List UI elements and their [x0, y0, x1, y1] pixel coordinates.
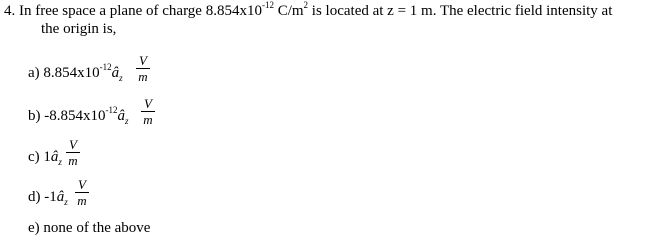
option-value: 8.854x10 [43, 65, 100, 81]
option-value: -1 [44, 189, 57, 205]
exponent: -12 [261, 0, 274, 10]
option-label: a) [28, 65, 40, 81]
question-stem-line2: the origin is, [41, 21, 117, 37]
option-d[interactable] [28, 189, 68, 207]
fraction-v-over-m [141, 97, 155, 126]
option-a[interactable] [28, 62, 123, 83]
fraction-v-over-m [75, 178, 89, 207]
fraction-v-over-m [66, 138, 80, 167]
question-text-part: C/m [273, 3, 304, 19]
fraction-denominator: m [143, 112, 153, 127]
fraction-numerator: V [69, 137, 77, 152]
question-stem-line1 [4, 0, 613, 20]
unit-vector-subscript: z [119, 73, 123, 83]
option-label: b) [28, 108, 41, 124]
fraction-denominator: m [68, 153, 78, 168]
fraction-numerator: V [144, 96, 152, 111]
option-label: c) [28, 149, 40, 165]
fraction-denominator: m [77, 193, 87, 208]
question-number: 4. [4, 3, 16, 19]
unit-vector-subscript: z [58, 157, 62, 167]
option-text: none of the above [43, 220, 151, 236]
option-e[interactable] [28, 220, 150, 237]
fraction-denominator: m [138, 69, 148, 84]
option-value: -8.854x10 [44, 108, 106, 124]
fraction-numerator: V [139, 53, 147, 68]
question-text-part: is located at z = 1 m. The electric field intensity at [308, 3, 613, 19]
unit-vector-subscript: z [125, 116, 129, 126]
option-value: 1 [43, 149, 51, 165]
unit-vector: â [56, 189, 65, 205]
option-b[interactable] [28, 105, 129, 126]
question-text-part: In free space a plane of charge 8.854x10 [19, 3, 262, 19]
unit-vector: â [117, 108, 125, 124]
unit-vector: â [111, 65, 120, 81]
exponent: -12 [99, 62, 112, 72]
option-label: d) [28, 189, 41, 205]
unit-vector: â [50, 149, 59, 165]
fraction-v-over-m [136, 54, 150, 83]
option-label: e) [28, 220, 40, 236]
option-c[interactable] [28, 149, 62, 167]
unit-vector-subscript: z [64, 197, 68, 207]
exponent: -12 [105, 105, 118, 115]
exponent: 2 [303, 0, 309, 10]
fraction-numerator: V [78, 177, 86, 192]
